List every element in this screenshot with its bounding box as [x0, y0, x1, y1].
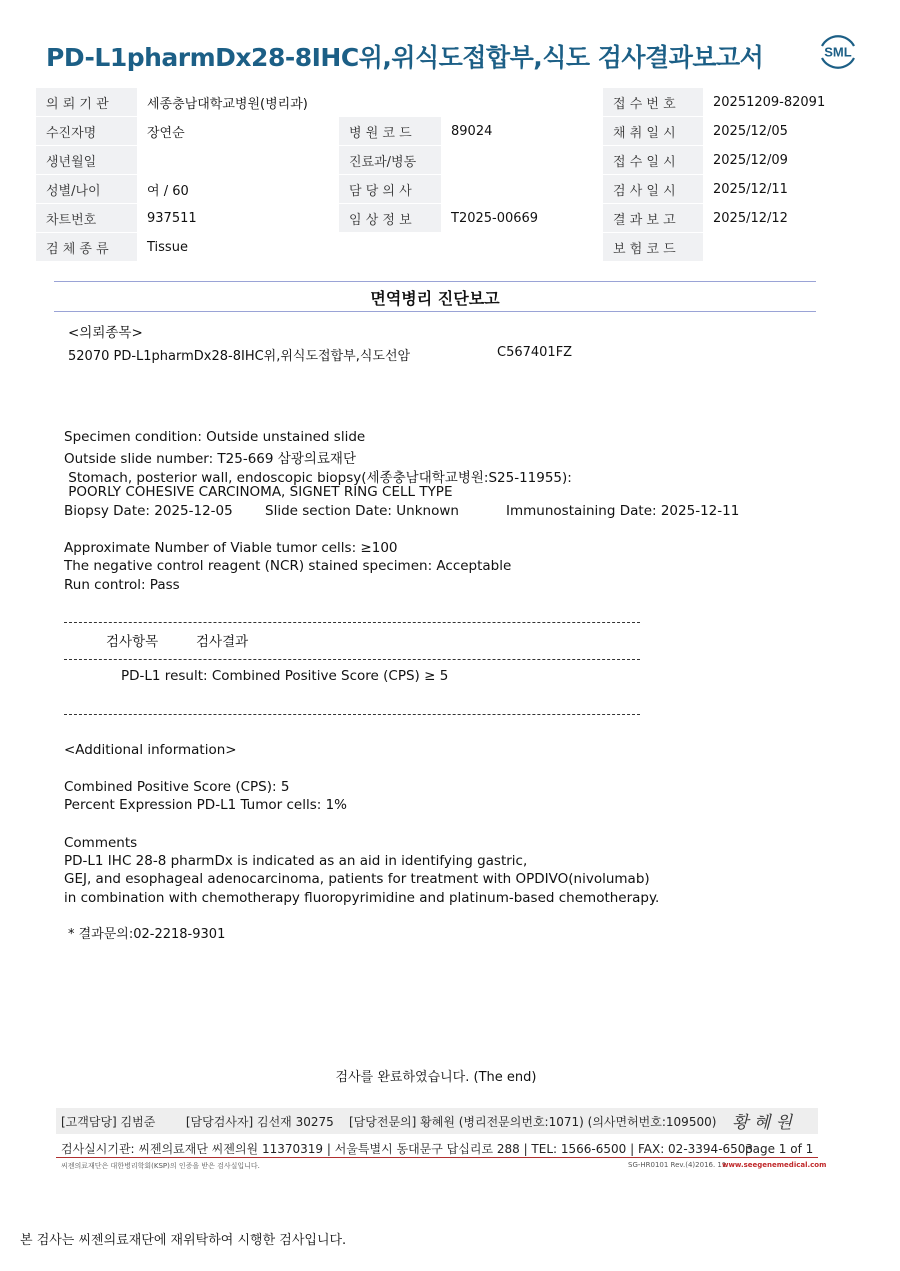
chart-label: 차트번호: [36, 204, 137, 233]
negative-control: The negative control reagent (NCR) stained specimen: Acceptable: [64, 558, 512, 574]
receipt-no-label: 접 수 번 호: [603, 88, 703, 117]
clinical-label: 임 상 정 보: [339, 204, 441, 233]
section-title: 면역병리 진단보고: [370, 289, 500, 308]
report-title: PD-L1pharmDx28-8IHC위,위식도접합부,식도 검사결과보고서: [46, 43, 764, 72]
doctor-value: [441, 175, 603, 204]
report-date-label: 결 과 보 고: [603, 204, 703, 233]
receipt-date-label: 접 수 일 시: [603, 146, 703, 175]
receipt-date-value: 2025/12/09: [703, 146, 864, 175]
test-date-label: 검 사 일 시: [603, 175, 703, 204]
outside-slide-number: Outside slide number: T25-669 삼광의료재단: [64, 451, 357, 467]
collect-date-value: 2025/12/05: [703, 117, 864, 146]
hospital-code-label: 병 원 코 드: [339, 117, 441, 146]
birth-label: 생년월일: [36, 146, 137, 175]
dept-value: [441, 146, 603, 175]
tumor-expression: Percent Expression PD-L1 Tumor cells: 1%: [64, 797, 347, 813]
specimen-condition: Specimen condition: Outside unstained slide: [64, 429, 366, 445]
patient-info-table: [36, 88, 864, 262]
patient-label: 수진자명: [36, 117, 137, 146]
logo-text: SML: [824, 44, 852, 60]
end-text: 검사를 완료하였습니다. (The end): [335, 1070, 537, 1085]
form-code: SG-HR0101 Rev.(4)2016. 11: [628, 1161, 727, 1169]
info-row: [36, 204, 864, 233]
signature: 황 혜 원: [732, 1113, 793, 1133]
doctor-label: 담 당 의 사: [339, 175, 441, 204]
comment-line: in combination with chemotherapy fluoropyrimidine and platinum-based chemotherapy.: [64, 890, 660, 906]
lab-info: 검사실시기관: 씨젠의료재단 씨젠의원 11370319 | 서울특별시 동대문구 답십리로 288 | TEL: 1566-6500 | FAX: 02-3394-6503: [61, 1142, 754, 1156]
sex-age-value: 여 / 60: [137, 175, 339, 204]
comment-line: GEJ, and esophageal adenocarcinoma, patients for treatment with OPDIVO(nivolumab): [64, 871, 650, 887]
section-date: Slide section Date: Unknown: [265, 503, 459, 519]
footer-rule: [56, 1157, 818, 1158]
birth-value: [137, 146, 339, 175]
test-date-value: 2025/12/11: [703, 175, 864, 204]
page-number: page 1 of 1: [745, 1142, 814, 1156]
info-row: [36, 175, 864, 204]
info-row: [36, 233, 864, 262]
report-title-bottom-rule: [54, 311, 816, 312]
stain-date: Immunostaining Date: 2025-12-11: [506, 503, 740, 519]
order-code: C567401FZ: [497, 345, 573, 360]
staff-info: [고객담당] 김범준 [담당검사자] 김선재 30275 [담당전문의] 황혜원 (병리전문의번호:1071) (의사면허번호:109500): [61, 1115, 717, 1129]
comment-line: PD-L1 IHC 28-8 pharmDx is indicated as an aid in identifying gastric,: [64, 853, 528, 869]
website-link[interactable]: www.seegenemedical.com: [722, 1161, 827, 1169]
specimen-value: Tissue: [137, 233, 603, 262]
dept-label: 진료과/병동: [339, 146, 441, 175]
order-header: <의뢰종목>: [68, 325, 143, 341]
info-row: [36, 88, 864, 117]
biopsy-date: Biopsy Date: 2025-12-05: [64, 503, 233, 519]
cps-score: Combined Positive Score (CPS): 5: [64, 779, 290, 795]
info-row: [36, 146, 864, 175]
patient-value: 장연순: [137, 117, 339, 146]
additional-info-header: <Additional information>: [64, 742, 237, 758]
sex-age-label: 성별/나이: [36, 175, 137, 204]
report-date-value: 2025/12/12: [703, 204, 864, 233]
sml-logo-icon: [816, 30, 860, 74]
insurance-value: [703, 233, 864, 262]
specimen-label: 검 체 종 류: [36, 233, 137, 262]
institution-value: 세종충남대학교병원(병리과): [137, 88, 603, 117]
institution-label: 의 뢰 기 관: [36, 88, 137, 117]
run-control: Run control: Pass: [64, 577, 180, 593]
result-divider-bottom: [64, 714, 640, 715]
clinical-value: T2025-00669: [441, 204, 603, 233]
chart-value: 937511: [137, 204, 339, 233]
col-item-header: 검사항목: [106, 634, 159, 650]
receipt-no-value: 20251209-82091: [703, 88, 864, 117]
result-divider-top: [64, 622, 640, 623]
comments-header: Comments: [64, 835, 138, 851]
viable-tumor-cells: Approximate Number of Viable tumor cells: ≥100: [64, 540, 398, 556]
info-row: [36, 117, 864, 146]
collect-date-label: 채 취 일 시: [603, 117, 703, 146]
specimen-site: Stomach, posterior wall, endoscopic biopsy(세종충남대학교병원:S25-11955):: [64, 470, 572, 486]
result-divider-mid: [64, 659, 640, 660]
pdl1-result: PD-L1 result: Combined Positive Score (CPS) ≥ 5: [121, 668, 449, 684]
outsourcing-note: 본 검사는 씨젠의료재단에 재위탁하여 시행한 검사입니다.: [20, 1233, 347, 1248]
specimen-diagnosis: POORLY COHESIVE CARCINOMA, SIGNET RING CELL TYPE: [64, 484, 453, 500]
report-title-top-rule: [54, 281, 816, 282]
insurance-label: 보 험 코 드: [603, 233, 703, 262]
order-line: 52070 PD-L1pharmDx28-8IHC위,위식도접합부,식도선암: [68, 349, 411, 364]
hospital-code-value: 89024: [441, 117, 603, 146]
col-result-header: 검사결과: [196, 634, 249, 650]
cert-note: 씨젠의료재단은 대한병리학회(KSP)의 인증을 받은 검사실입니다.: [61, 1162, 260, 1170]
inquiry-phone: * 결과문의:02-2218-9301: [68, 927, 226, 942]
